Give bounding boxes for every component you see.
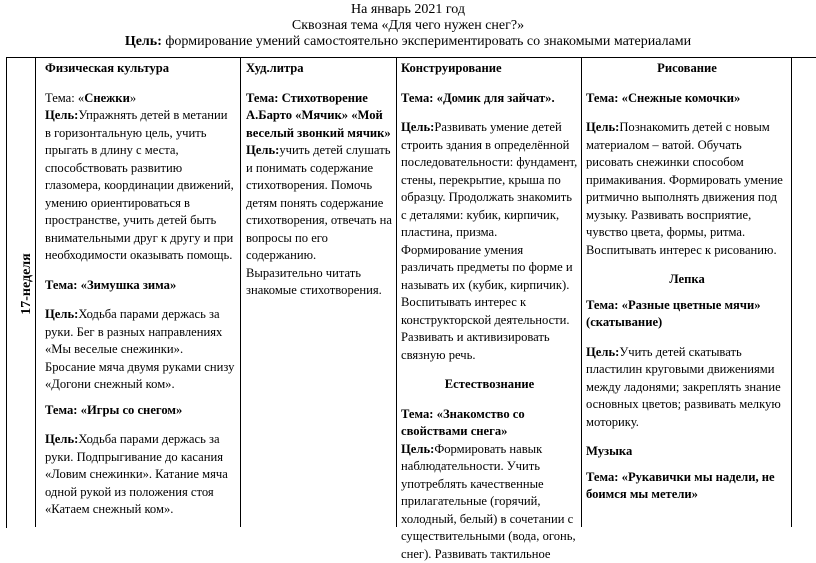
subsection-goal: Цель:Формировать навык наблюдательности. Учить употреблять качественные прилагательные (горячий, холодный, белый) в сочетании с существительными (вода, огонь, снег). Развивать тактильное <box>401 441 578 563</box>
document-theme: Сквозная тема «Для чего нужен снег?» <box>0 18 816 34</box>
topic: Тема: Стихотворение А.Барто «Мячик» «Мой веселый звонкий мячик» <box>246 90 393 143</box>
topic-2: Тема: «Зимушка зима» <box>45 277 235 295</box>
column-title: Физическая культура <box>45 60 235 78</box>
goal-label: Цель: <box>125 34 162 49</box>
column-divider <box>240 57 241 527</box>
goal-text: формирование умений самостоятельно экспериментировать со знакомыми материалами <box>162 34 691 49</box>
column-divider <box>791 57 792 527</box>
column-drawing <box>586 60 788 504</box>
column-construction <box>401 60 578 563</box>
topic-1: Тема: «Снежки» <box>45 90 235 108</box>
goal-3: Цель:Ходьба парами держась за руки. Подпрыгивание до касания «Ловим снежинки». Катание мяча одной рукой из положения стоя «Катаем снежный ком». <box>45 431 235 519</box>
week-label: 17-неделя <box>19 249 35 319</box>
topic: Тема: «Снежные комочки» <box>586 90 788 108</box>
subsection-title: Естествознание <box>401 376 578 394</box>
goal: Цель:Познакомить детей с новым материалом – ватой. Обучать рисовать снежинки способом примакивания. Формировать умение ритмично выполнять движения под музыку. Развивать восприятие, чувство цвета, формы, ритма. Воспитывать интерес к рисованию. <box>586 119 788 259</box>
column-divider <box>35 57 36 527</box>
column-divider <box>581 57 582 527</box>
column-title: Худ.литра <box>246 60 393 78</box>
document-goal <box>0 34 816 50</box>
goal: Цель:Развивать умение детей строить здания в определённой последовательности: фундамент, стены, перекрытие, крыша по образцу. Продолжать знакомить с деталями: кубик, кирпичик, пластина, призма. Формирование умения различать предметы по форме и называть их (кубик, кирпичик). Воспитывать интерес к конструкторской деятельности. Развивать и активизировать связную речь. <box>401 119 578 364</box>
column-title: Рисование <box>586 60 788 78</box>
topic: Тема: «Домик для зайчат». <box>401 90 578 108</box>
goal-2: Цель:Ходьба парами держась за руки. Бег в разных направлениях «Мы веселые снежинки». Бросание мяча двумя руками снизу «Догони снежный ком». <box>45 306 235 394</box>
subsection-topic: Тема: «Рукавички мы надели, не боимся мы метели» <box>586 469 788 504</box>
column-literature <box>246 60 393 300</box>
document-date: На январь 2021 год <box>0 2 816 18</box>
column-divider <box>396 57 397 527</box>
subsection-topic: Тема: «Разные цветные мячи» (скатывание) <box>586 297 788 332</box>
subsection-topic: Тема: «Знакомство со свойствами снега» <box>401 406 578 441</box>
goal: Цель:учить детей слушать и понимать содержание стихотворения. Помочь детям понять содержание стихотворения, отвечать на вопросы по его содержанию. Выразительно читать знакомые стихотворения. <box>246 142 393 300</box>
goal-1: Цель:Упражнять детей в метании в горизонтальную цель, учить прыгать в длину с места, способствовать развитию глазомера, координации движений, умению ориентироваться в пространстве, учить детей быть внимательными друг к другу и при необходимости оказывать помощь. <box>45 107 235 265</box>
subsection-title: Музыка <box>586 443 788 461</box>
column-title: Конструирование <box>401 60 578 78</box>
topic-3: Тема: «Игры со снегом» <box>45 402 235 420</box>
column-physical-culture <box>45 60 235 519</box>
subsection-title: Лепка <box>586 271 788 289</box>
subsection-goal: Цель:Учить детей скатывать пластилин круговыми движениями между ладонями; закреплять знание основных цветов; развивать мелкую моторику. <box>586 344 788 432</box>
